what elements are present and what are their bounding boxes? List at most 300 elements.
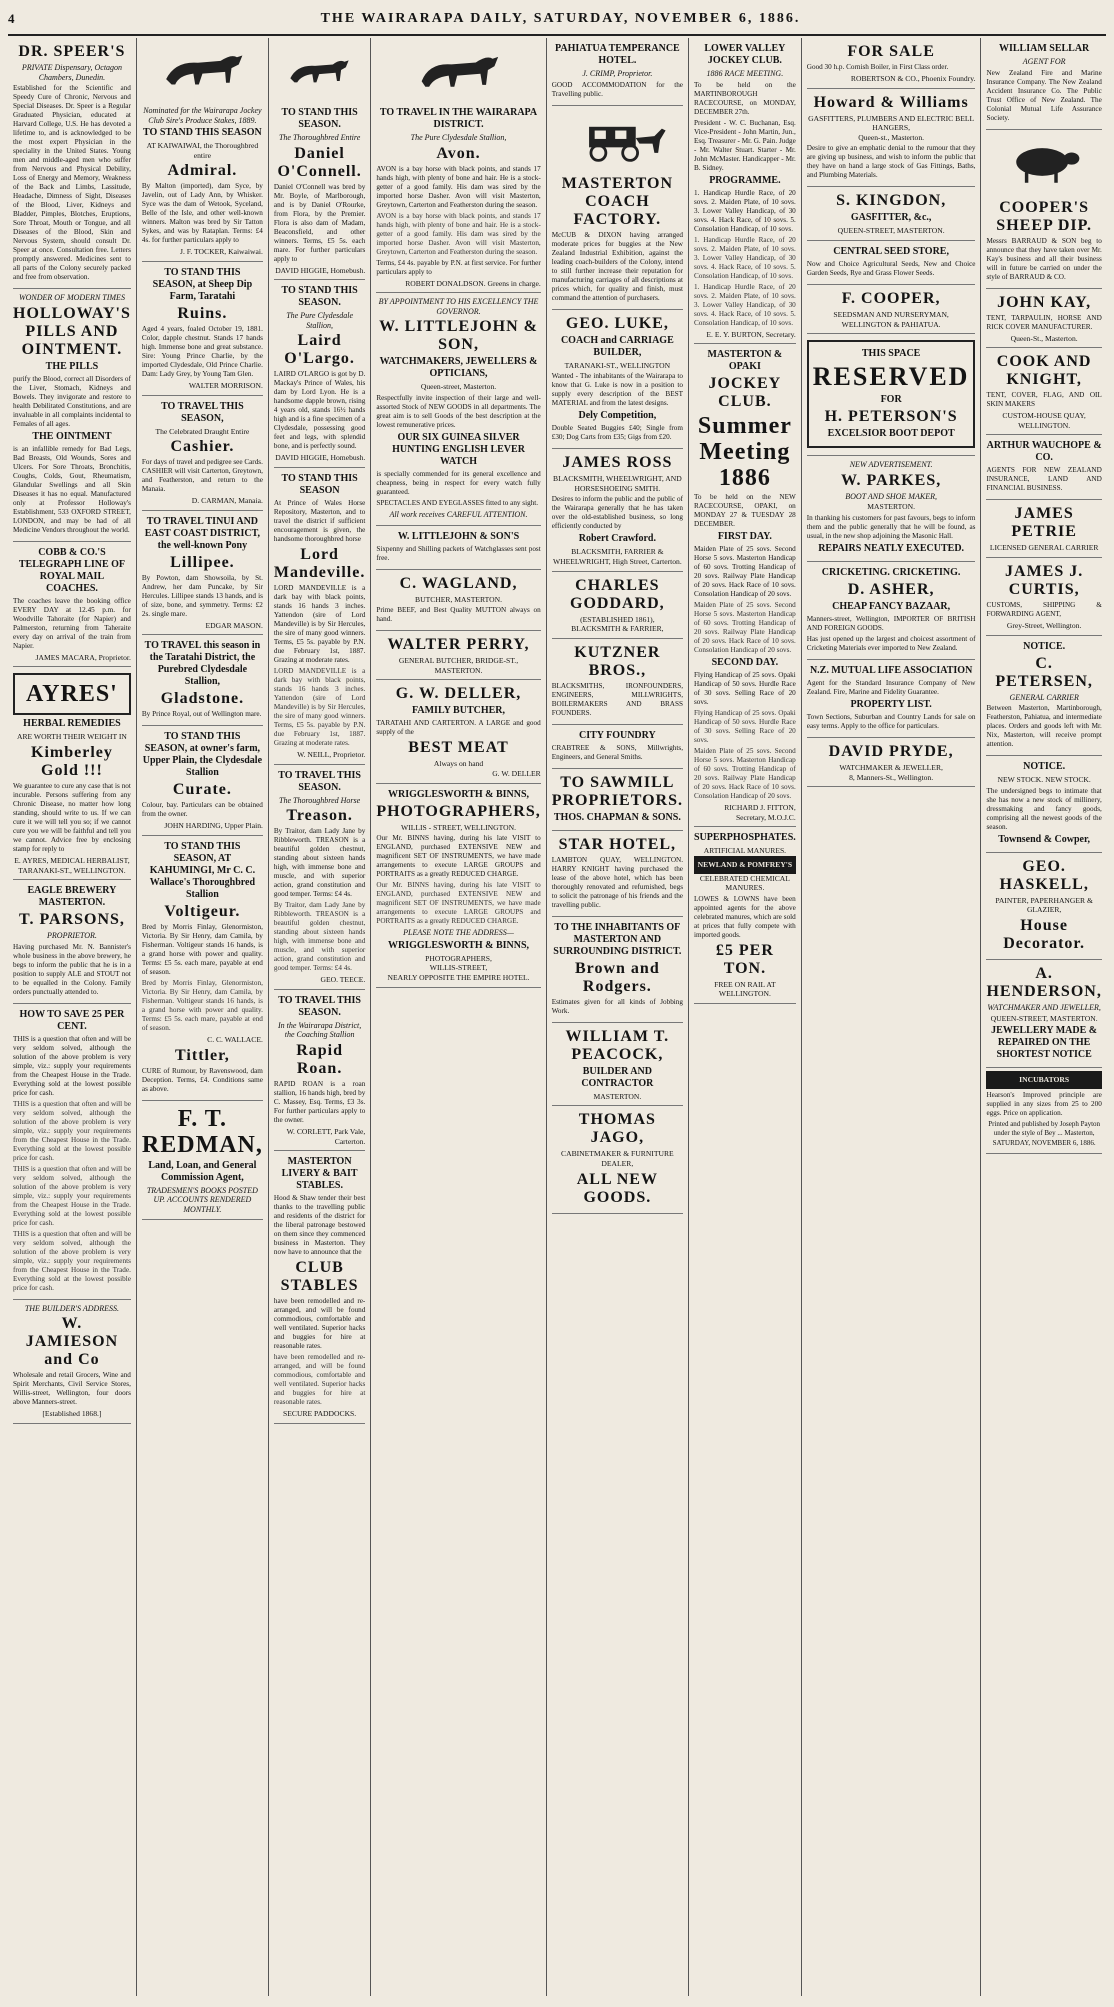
- ad-body: THIS is a question that often and will be very seldom solved, although the solution of the above problem is very simple, viz.: supply your requirements from the Cheapest House in the Trade. Everything sold at the lowest possible price for cash.: [13, 1034, 131, 1097]
- ad-sellar: [986, 38, 1101, 130]
- ad-body: LAMBTON QUAY, WELLINGTON. HARRY KNIGHT having purchased the lease of the above hotel, which has been thoroughly renovated and refurnished, begs to solicit the patronage of his friends and the travelling public.: [551, 855, 683, 909]
- ad-signature: WALTER MORRISON.: [188, 380, 263, 390]
- ad-heading: TO STAND THIS SEASON: [281, 472, 358, 496]
- ad-signature: W. NEILL, Proprietor.: [297, 749, 366, 759]
- ad-body: Hearson's Improved principle are supplied in any sizes from 25 to 200 eggs. Price on application.: [986, 1090, 1102, 1117]
- ad-role: PROPRIETOR.: [47, 931, 97, 941]
- ad-address: Queen-St., Masterton.: [1010, 333, 1078, 343]
- ad-address: NEARLY OPPOSITE THE EMPIRE HOTEL.: [387, 972, 530, 982]
- ad-subheading: At Prince of Wales Horse Repository, Masterton, and to travel the district if sufficient encouragement is given, the handsome thoroughbred horse: [273, 498, 366, 543]
- ad-body-continued: Bred by Morris Finlay, Glenormiston, Victoria. By Sir Henry, dam Camila, by Fisherman. Voltigeur stands 16 hands, is a grand horse with power and quality. Terms: £5 5s. each mare, payable at end of season.: [141, 978, 263, 1032]
- reserved-box: [807, 340, 976, 448]
- ad-role: GENERAL CARRIER: [1009, 692, 1079, 702]
- ad-name: C. WAGLAND,: [399, 574, 518, 592]
- ad-city-foundry: [552, 725, 683, 769]
- ad-heading: LOWER VALLEY JOCKEY CLUB.: [704, 43, 786, 66]
- horse-illustration: [385, 42, 533, 98]
- ad-subheading: J. CRIMP, Proprietor.: [582, 69, 653, 78]
- ad-body-continued: By Traitor, dam Lady Jane by Ribbleworth. TREASON is a beautiful golden chestnut, standing about sixteen hands high, with immense bone and muscle, and with superior action, grand constitution and good temper. Terms: £4 4s.: [273, 901, 366, 973]
- ad-races: Flying Handicap of 25 sovs. Opaki Handicap of 50 sovs. Hurdle Race of 30 sovs. Selling Race of 20 sovs.: [694, 671, 796, 707]
- ad-role: AGENT FOR: [1022, 57, 1066, 66]
- ad-body: CRABTREE & SONS, Millwrights, Engineers, and General Smiths.: [551, 743, 683, 761]
- ad-body: LAIRD O'LARGO is got by D. Mackay's Prince of Wales, his dam by Lord Lyon. He is a handsome dapple brown, rising 4 years old, stands 16½ hands high and is a fine specimen of a Clydesdale, possessing good feet and legs, with splendid bone, and is perfectly sound.: [273, 370, 366, 451]
- ad-body: TARATAHI AND CARTERTON. A LARGE and good supply of the: [376, 719, 541, 737]
- ad-name: Curate.: [172, 781, 232, 799]
- ad-address: CUSTOM-HOUSE QUAY, WELLINGTON.: [1002, 411, 1086, 430]
- ad-address: QUEEN-STREET, MASTERTON.: [990, 1013, 1098, 1023]
- ad-gold: Kimberley Gold !!!: [31, 743, 113, 779]
- ad-signature: DAVID HIGGIE, Homebush.: [275, 453, 366, 463]
- ad-name: Laird O'Largo.: [284, 332, 355, 368]
- ad-body: Between Masterton, Martinborough, Featherston, Pahiatua, and intermediate places. Orders and goods left with Mr. Nix, Masterton, will receive prompt attention.: [986, 704, 1102, 749]
- ad-parkes: [807, 456, 976, 562]
- ad-name: JOHN KAY,: [997, 293, 1092, 311]
- ad-body: SPECTACLES AND EYEGLASSES fitted to any sight.: [376, 498, 539, 507]
- column-1: [8, 38, 137, 1996]
- ad-name: Tittler,: [175, 1046, 230, 1064]
- ad-perry: [376, 631, 540, 680]
- ad-title: JOCKEY CLUB.: [708, 375, 782, 411]
- horse-icon: [278, 42, 360, 98]
- ad-body: purify the Blood, correct all Disorders of the Liver, Stomach, Kidneys and Bowels. They invigorate and restore to health Debilitated Constitutions, and are invaluable in all complaints incidental to Females of all ages.: [13, 374, 131, 428]
- ad-heading: TO STAND THIS SEASON, at owner's farm, Upper Plain, the Clydesdale Stallion: [142, 731, 263, 779]
- horse-icon: [385, 42, 533, 98]
- ad-heading: AYRES': [26, 681, 118, 708]
- ad-name: GEO. HASKELL,: [999, 857, 1089, 893]
- ad-body: RAPID ROAN is a roan stallion, 16 hands high, bred by C. Massey, Esq. Terms, £3 3s. For further particulars apply to the owner.: [273, 1079, 366, 1124]
- ad-body: To be held on the MARTINBOROUGH RACECOURSE, on MONDAY, DECEMBER 27th.: [694, 80, 796, 116]
- ad-heading: TO SAWMILL PROPRIETORS.: [551, 773, 683, 809]
- ayres-box: [13, 673, 131, 715]
- ad-name: Gladstone.: [160, 690, 245, 708]
- ad-role: COACH and CARRIAGE BUILDER,: [560, 334, 674, 358]
- ad-body: Established for the Scientific and Speedy Cure of Chronic, Nervous and Special Diseases. Dr. Speer is a Regular Graduated Physician, educated at Harvard College, U.S. He has devoted a lifetime to, and is acknowledged to be the most expert Physician in the speciality in the United States. Young men and middle-aged men who suffer from Nervous and Physical Debility, Loss of Energy and Memory, Weakness of the Back and Limbs, Lassitude, Headache, Dimness of Sight, Diseases of the Blood, Liver, Kidneys and Bladder, Pimples, Blotches, Eruptions, Sore Throat, Mouth or Tongue, and all Diseases of the Blood, Skin and Nervous System, should consult Dr. Speer at once. Consultation free. Letters promptly answered. Medicines sent to all parts of the Colony securely packed and free from observation.: [13, 84, 131, 282]
- ad-body: AVON is a bay horse with black points, and stands 17 hands high, with plenty of bone and hair. He is a stock-getter of a good family. His dam was sired by the imported horse Dasher. Avon will visit Masterton, Greytown, Carterton and Featherston during the season.: [376, 164, 541, 209]
- ad-body: New Zealand Fire and Marine Insurance Company. The New Zealand Accident Insurance Co. The Public Trust Office of New Zealand. The Colonial Mutual Life Assurance Society.: [986, 68, 1102, 122]
- ad-address: Queen-st., Masterton.: [858, 132, 925, 142]
- ad-body-continued: Our Mr. BINNS having, during his late VISIT to ENGLAND, purchased EXTENSIVE NEW and magnificent SET OF INSTRUMENTS, we have made arrangements to execute LARGE GROUPS and PORTRAITS as a greatly REDUCED CHARGE.: [376, 881, 541, 926]
- ad-heading: TO STAND THIS SEASON, AT KAHUMINGI, Mr C. C. Wallace's Thoroughbred Stallion: [149, 840, 256, 900]
- ad-laird-olargo: [274, 280, 365, 468]
- ad-address: WILLIS-STREET,: [429, 963, 488, 973]
- ad-heading: TO TRAVEL THIS SEASON.: [278, 769, 361, 793]
- ad-races: 1. Handicap Hurdle Race, of 20 sovs. 2. Maiden Plate, of 10 sovs. 3. Lower Valley Handicap, of 30 sovs. 4. Hack Race, of 10 sovs. 5. Consolation Handicap, of 10 sovs.: [694, 188, 796, 233]
- ad-address: MASTERTON.: [593, 1091, 642, 1101]
- ad-admiral: [142, 102, 263, 262]
- ad-heading: TO TRAVEL IN THE WAIRARAPA DISTRICT.: [379, 107, 538, 130]
- ad-name: GEO. LUKE,: [565, 314, 669, 332]
- ad-cashier: [142, 396, 263, 511]
- ad-body: By Traitor, dam Lady Jane by Ribbleworth. TREASON is a beautiful golden chestnut, standing about sixteen hands high, with immense bone and muscle, and with superior action, grand constitution and good temper. Terms: £4 4s.: [273, 827, 366, 899]
- ad-name: Avon.: [436, 144, 481, 162]
- ad-notice-millinery: [986, 756, 1101, 853]
- ad-name: C. PETERSEN,: [995, 654, 1093, 690]
- ad-subheading: HERBAL REMEDIES: [23, 718, 121, 730]
- ad-name: ARTHUR WAUCHOPE & CO.: [986, 440, 1102, 464]
- ad-signature: E. E. Y. BURTON, Secretary.: [706, 329, 796, 339]
- ad-heading: TO STAND THIS SEASON.: [281, 107, 358, 130]
- ad-heading: EAGLE BREWERY MASTERTON.: [27, 885, 117, 909]
- ad-subheading: TRADESMEN'S BOOKS POSTED UP. ACCOUNTS RENDERED MONTHLY.: [146, 1185, 258, 1214]
- ad-eagle-brewery: [13, 880, 131, 1004]
- ad-signature: E. AYRES, MEDICAL HERBALIST, TARANAKI-ST., WELLINGTON.: [14, 855, 130, 875]
- ad-ayres: [13, 667, 131, 880]
- ad-subheading: In the Wairarapa District, the Coaching Stallion: [277, 1020, 362, 1040]
- ad-jamieson: [13, 1300, 131, 1424]
- ad-body: Estimates given for all kinds of Jobbing Work.: [551, 997, 683, 1015]
- ad-officers: President - W. C. Buchanan, Esq. Vice-President - John Martin, Jun., Esq. Treasurer - Mr. G. Pain. Judge - Mr. Walter Stuart. Starter - Mr. John McMaster. Handicapper - Mr. B. Sidney.: [694, 118, 796, 172]
- sheep-icon: [992, 134, 1096, 190]
- ad-note: REPAIRS NEATLY EXECUTED.: [818, 542, 965, 554]
- ad-body-continued: have been remodelled and re-arranged, and will be found commodious, comfortable and well ventilated. Superior hacks and buggies for hire at reasonable rates.: [273, 1353, 366, 1407]
- ad-role: Land, Loan, and General Commission Agent,: [148, 1159, 257, 1183]
- ad-body: Messrs BARRAUD & SON beg to announce that they have taken over Mr. Kay's business and all their business will in future be carried on under the style of BARRAUD & CO.: [986, 236, 1102, 281]
- ad-signature: EDGAR MASON.: [205, 620, 263, 630]
- ad-littlejohn: [376, 293, 540, 525]
- ad-subheading: The Thoroughbred Entire: [278, 133, 361, 142]
- ad-wauchope: [986, 435, 1101, 500]
- ad-subheading: SECOND DAY.: [711, 657, 779, 669]
- ad-subheading: OUR SIX GUINEA SILVER HUNTING ENGLISH LEVER WATCH: [392, 431, 525, 467]
- ad-heading: HOW TO SAVE 25 PER CENT.: [19, 1008, 125, 1032]
- ad-body: By Powton, dam Showsoila, by St. Andrew, her dam Puncake, by Sir Hercules. Lillipee stands 13 hands, and is of size, bone, and symmetry. Terms: £2 2s. single mare.: [141, 573, 263, 618]
- ad-body: The coaches leave the booking office EVERY DAY at 12.45 p.m. for Woodville Tahoraite (for Napier) and Palmerston, returning from Taheraite every day on arrival of the train from Napier.: [13, 596, 131, 650]
- for-word: FOR: [880, 394, 902, 406]
- ad-subheading: FIRST DAY.: [717, 531, 772, 543]
- column-5: [547, 38, 689, 1996]
- ad-subheading: Dely Competition,: [578, 410, 657, 422]
- ad-body-continued: LORD MANDEVILLE is a dark bay with black points, stands 16 hands 3 inches. Yattendon (sire of Lord Mandeville) is by Sir Hercules, the sire of many good winners. Terms, £5 5s. payable by P.N. due February 1st, 1887. Grazing at moderate rates.: [273, 666, 366, 747]
- ad-insurance: [807, 660, 976, 738]
- ad-role: BLACKSMITH, FARRIER & WHEELWRIGHT, High Street, Carterton.: [552, 547, 682, 566]
- ad-body: By Prince Royal, out of Wellington mare.: [141, 710, 262, 719]
- ad-highlight: House Decorator.: [1003, 916, 1086, 952]
- ad-races-continued: Maiden Plate of 25 sovs. Second Horse 5 sovs. Masterton Handicap of 60 sovs. Trotting Handicap of 20 sovs. Railway Plate Handicap of 20 sovs. Hack Race of 10 sovs. Consolation Handicap of 20 sovs.: [694, 601, 796, 655]
- ad-seed-store: [807, 241, 976, 285]
- ad-name: Ruins.: [177, 304, 228, 322]
- ad-role: FAMILY BUTCHER,: [412, 705, 506, 717]
- horse-illustration: [148, 42, 257, 98]
- ad-body: Hood & Shaw tender their best thanks to the travelling public and residents of the district for the liberal patronage bestowed on them since they commenced business in Masterton. They now have to announce that the: [273, 1194, 366, 1257]
- ad-terms: Terms, £4 4s. payable by P.N. at first service. For further particulars apply to: [376, 258, 541, 276]
- ad-reserved-space: [807, 334, 976, 456]
- ad-address: WELLINGTON & PAHIATUA.: [841, 319, 941, 329]
- ad-subheading: The Pure Clydesdale Stallion,: [286, 311, 354, 330]
- ad-name: CLUB STABLES: [280, 1259, 359, 1295]
- masthead: [8, 4, 1106, 36]
- ad-ruins: [142, 262, 263, 396]
- ad-signature: JAMES MACARA, Proprietor.: [35, 652, 131, 662]
- ad-body: Desire to give an emphatic denial to the rumour that they are giving up business, and wish to inform the public that they have on hand a large stock of Gas Fittings, Baths, and Plumbing Materials.: [806, 144, 976, 180]
- ad-signature: G. W. DELLER: [492, 768, 541, 778]
- ad-heading: CENTRAL SEED STORE,: [833, 245, 949, 257]
- ad-dr-speer: [13, 38, 131, 289]
- ad-highlight: BEST MEAT: [408, 739, 509, 757]
- ad-heading: COOPER'S SHEEP DIP.: [996, 198, 1092, 234]
- ad-name: Robert Crawford.: [578, 533, 656, 545]
- ad-pretitle: THE BUILDER'S ADDRESS.: [24, 1303, 120, 1313]
- ad-subheading: NEW STOCK. NEW STOCK.: [997, 775, 1091, 785]
- ad-name: Lillipee.: [170, 553, 235, 571]
- ad-role: WATCHMAKER & JEWELLER,: [839, 762, 943, 772]
- ad-livery-stables: [274, 1151, 365, 1424]
- ad-subheading: PROPERTY LIST.: [850, 698, 932, 710]
- ad-heading: NOTICE.: [1023, 761, 1066, 773]
- ad-role: BUTCHER, MASTERTON.: [415, 594, 502, 604]
- ad-body: Manners-street, Wellington, IMPORTER OF BRITISH AND FOREIGN GOODS.: [806, 614, 976, 632]
- ad-name: T. PARSONS,: [18, 911, 125, 929]
- ad-signature: D. CARMAN, Manaia.: [191, 496, 263, 506]
- ad-lower-valley-jockey-club: [694, 38, 796, 344]
- ad-body: Now and Choice Agricultural Seeds, New and Choice Garden Seeds, Rye and Grass Flower Seeds.: [806, 259, 976, 277]
- ad-note: FREE ON RAIL AT WELLINGTON.: [714, 979, 776, 999]
- ad-body: For days of travel and pedigree see Cards. CASHIER will visit Carterton, Greytown, and Featherston, and return to the Manaia.: [141, 458, 263, 494]
- ad-body-continued: THIS is a question that often and will be very seldom solved, although the solution of the above problem is very simple, viz.: supply your requirements from the Cheapest House in the Trade. Everything sold at the lowest possible price for cash.: [13, 1164, 131, 1227]
- ad-role: CELEBRATED CHEMICAL MANURES.: [699, 873, 790, 893]
- ad-heading: MASTERTON & OPAKI: [707, 349, 783, 373]
- ad-role: GENERAL BUTCHER, BRIDGE-ST., MASTERTON.: [398, 656, 519, 675]
- ad-name: Daniel O'Connell.: [277, 144, 362, 180]
- ad-note: JEWELLERY MADE & REPAIRED ON THE SHORTEST NOTICE: [991, 1025, 1098, 1061]
- ad-name: WRIGGLESWORTH & BINNS,: [387, 788, 530, 800]
- ad-goddard: [552, 572, 683, 639]
- horse-icon: [148, 42, 257, 98]
- ad-geo-luke: [552, 310, 683, 450]
- ad-body: Colour, bay. Particulars can be obtained from the owner.: [141, 801, 263, 819]
- ad-name: WILLIAM SELLAR: [998, 43, 1090, 54]
- ad-races-continued: Flying Handicap of 25 sovs. Opaki Handicap of 50 sovs. Hurdle Race of 30 sovs. Selling Race of 20 sovs.: [694, 709, 796, 745]
- ad-pahiatua-hotel: [552, 38, 683, 106]
- ad-manures: [694, 827, 796, 1004]
- ad-sawmill: [552, 769, 683, 831]
- ad-heading: TO THE INHABITANTS OF MASTERTON AND SURROUNDING DISTRICT.: [553, 921, 682, 957]
- ad-gladstone: [142, 635, 263, 726]
- ad-heading: TO TRAVEL THIS SEASON,: [161, 400, 244, 424]
- ad-name: Rapid Roan.: [296, 1041, 343, 1077]
- ad-role: TENT, TARPAULIN, HORSE AND RICK COVER MANUFACTURER.: [986, 313, 1102, 331]
- ad-role: CABINETMAKER & FURNITURE DEALER,: [561, 1149, 674, 1168]
- ad-signature: ROBERTSON & CO., Phoenix Foundry.: [850, 74, 976, 83]
- ad-body-continued: AVON is a bay horse with black points, and stands 17 hands high, with plenty of bone and hair. He is a stock-getter of a good family. His dam was sired by the imported horse Dasher. Avon will visit Masterton, Greytown, Carterton and Featherston during the season.: [376, 211, 541, 256]
- ad-body: Agent for the Standard Insurance Company of New Zealand. Fire, Marine and Fidelity Guarantee.: [806, 678, 976, 696]
- ad-role: BUILDER AND CONTRACTOR: [581, 1065, 654, 1089]
- ad-petersen: [986, 636, 1101, 757]
- ad-body: is an infallible remedy for Bad Legs, Bad Breasts, Old Wounds, Sores and Ulcers. For Sore Throats, Bronchitis, Coughs, Colds, Gout, Rheumatism, Glandular Swellings and all Skin Diseases it has no equal. Manufactured only at Professor Holloway's Establishment, 533 OXFORD STREET, LONDON, and may be had of all Medicine Vendors throughout the world.: [13, 444, 131, 534]
- ad-body: We guarantee to cure any case that is not incurable. Persons suffering from any Chronic Disease, no matter how long standing, should write to us. If we can cure it we will tell you so; if we cannot cure you we will be faithful and tell you we cannot. Advice free by enclosing stamp for reply to: [13, 781, 131, 853]
- imprint-footer: Printed and published by Joseph Payton under the style of Bey ... Masterton, SATURDAY, NOVEMBER 6, 1886.: [988, 1119, 1101, 1147]
- ad-body: CURE of Rumour, by Ravenswood, dam Deception. Terms, £4. Conditions same as above.: [141, 1066, 263, 1093]
- ad-name: COOK AND KNIGHT,: [996, 353, 1092, 389]
- ad-heading: DR. SPEER'S: [18, 43, 126, 60]
- ad-name: DAVID PRYDE,: [828, 742, 954, 760]
- ad-subheading: THE OINTMENT: [32, 430, 112, 442]
- ad-body: To be held on the NEW RACECOURSE, OPAKI, on MONDAY 27 & TUESDAY 28 DECEMBER.: [694, 493, 796, 529]
- ad-wrigglesworth: [376, 784, 540, 988]
- ad-body: AGENTS FOR NEW ZEALAND INSURANCE, LAND AND FINANCIAL BUSINESS.: [986, 466, 1102, 493]
- ad-heading: MASTERTON COACH FACTORY.: [561, 174, 673, 228]
- ad-races: Maiden Plate of 25 sovs. Second Horse 5 sovs. Masterton Handicap of 60 sovs. Trotting Handicap of 20 sovs. Railway Plate Handicap of 20 sovs. Hack Race of 10 sovs. Consolation Handicap of 20 sovs.: [694, 545, 796, 599]
- ad-curtis: [986, 558, 1101, 636]
- ad-masterton-jockey-club: [694, 344, 796, 827]
- ad-races-continued: 1. Handicap Hurdle Race, of 20 sovs. 2. Maiden Plate, of 10 sovs. 3. Lower Valley Handicap, of 30 sovs. 4. Hack Race, of 10 sovs. 5. Consolation Handicap, of 10 sovs.: [694, 235, 796, 280]
- ad-body-continued: THIS is a question that often and will be very seldom solved, although the solution of the above problem is very simple, viz.: supply your requirements from the Cheapest House in the Trade. Everything sold at the lowest possible price for cash.: [13, 1229, 131, 1292]
- ad-name: Cashier.: [170, 438, 235, 456]
- ad-role: CUSTOMS, SHIPPING & FORWARDING AGENT,: [986, 600, 1102, 618]
- column-4: [371, 38, 546, 1996]
- ad-name: STAR HOTEL,: [558, 835, 677, 853]
- ad-name: Admiral.: [167, 162, 238, 180]
- ad-signature: SECURE PADDOCKS.: [283, 1409, 357, 1419]
- ad-cobb-coaches: [13, 542, 131, 668]
- ad-body: By Malton (imported), dam Syce, by Javelin, out of Lady Ann, by Whisker. Syce was the dam of Wetook, Syceland, Belle of the Isle, and other well-known winners. Malton was bred by Sir Tatton Sykes, and was by Rataplan. Terms: £4 4s. for further particulars apply to: [141, 182, 263, 245]
- ad-cook-knight: [986, 348, 1101, 435]
- ad-wagland: [376, 570, 540, 632]
- ad-subheading: 1886 RACE MEETING.: [706, 69, 784, 78]
- ad-price: £5 PER TON.: [715, 941, 774, 977]
- ad-body: Our Mr. BINNS having, during his late VISIT to ENGLAND, purchased EXTENSIVE NEW and magnificent SET OF INSTRUMENTS, we have made arrangements to execute LARGE GROUPS and PORTRAITS as a greatly REDUCED CHARGE.: [376, 834, 541, 879]
- ad-address: Queen-street, Masterton.: [420, 382, 497, 392]
- ad-signature: J. F. TOCKER, Kaiwaiwai.: [180, 247, 263, 257]
- ad-name: CITY FOUNDRY: [578, 729, 656, 741]
- ad-heading: TO STAND THIS SEASON: [143, 127, 262, 139]
- ad-star-hotel: [552, 831, 683, 917]
- ad-subheading: ARTIFICIAL MANURES.: [703, 846, 787, 856]
- ad-howard-williams: [807, 89, 976, 188]
- coach-icon: [558, 110, 676, 166]
- ad-name: W. LITTLEJOHN & SON'S: [397, 530, 520, 542]
- ad-body: Bred by Morris Finlay, Glenormiston, Victoria. By Sir Henry, dam Camila, by Fisherman. Voltigeur stands 16 hands, is a grand horse with power and quality. Terms: £5 5s. each mare, payable at end of season.: [141, 922, 263, 976]
- ad-body: LOWES & LOWNS have been appointed agents for the above celebrated manures, which are sold at prices that fully compete with imported goods.: [694, 894, 796, 939]
- ad-role: WATCHMAKERS, JEWELLERS & OPTICIANS,: [379, 356, 538, 380]
- ad-established: (ESTABLISHED 1861),: [580, 614, 655, 624]
- ad-signature: ROBERT DONALDSON. Greens in charge.: [405, 278, 541, 288]
- ad-daniel-oconnell: [274, 102, 365, 280]
- ad-heading: NOTICE.: [1023, 640, 1066, 652]
- ad-name: W. LITTLEJOHN & SON,: [379, 318, 538, 354]
- ad-cooper: [807, 285, 976, 334]
- ad-role: GASFITTERS, PLUMBERS AND ELECTRIC BELL HANGERS,: [808, 113, 975, 133]
- ad-intro: Nominated for the Wairarapa Jockey Club Sire's Produce Stakes, 1889.: [143, 106, 262, 125]
- ad-body: Desires to inform the public and the public of the Wairarapa generally that he has taken over the old-established business, so long efficiently conducted by: [551, 495, 683, 531]
- ad-name: Voltigeur.: [164, 902, 241, 920]
- reserved-word: RESERVED: [812, 362, 970, 392]
- ad-meeting: Summer Meeting 1886: [697, 413, 792, 492]
- ad-body: have been remodelled and re-arranged, and will be found commodious, comfortable and well ventilated. Superior hacks and buggies for hire at reasonable rates.: [273, 1297, 366, 1351]
- ad-voltigeur: [142, 836, 263, 1101]
- ad-deller: [376, 680, 540, 783]
- ad-save-25: [13, 1004, 131, 1300]
- ad-body-continued: THIS is a question that often and will be very seldom solved, although the solution of the above problem is very simple, viz.: supply your requirements from the Cheapest House in the Trade. Everything sold at the lowest possible price for cash.: [13, 1099, 131, 1162]
- ad-body: is specially commended for its general excellence and cheapness, being in respect for every watch fully guaranteed.: [376, 469, 541, 496]
- ad-role: GASFITTER, &c.,: [850, 212, 932, 224]
- ad-name: Treason.: [286, 807, 353, 825]
- ad-heading: TO TRAVEL TINUI AND EAST COAST DISTRICT, the well-known Pony: [144, 515, 261, 551]
- ad-heading: COBB & CO.'S TELEGRAPH LINE OF ROYAL MAIL COACHES.: [18, 546, 126, 594]
- ad-name: W. JAMIESON and Co: [25, 1315, 119, 1369]
- ad-pryde: [807, 738, 976, 787]
- ad-heading: FOR SALE: [847, 43, 935, 60]
- ad-john-kay: [986, 289, 1101, 349]
- ad-role: PHOTOGRAPHERS,: [425, 953, 492, 963]
- ad-name: JAMES J. CURTIS,: [1005, 562, 1084, 598]
- ad-name: H. PETERSON'S: [824, 408, 958, 426]
- ad-subheading: The Thoroughbred Horse: [279, 795, 361, 805]
- newspaper-columns: [8, 38, 1106, 1996]
- ad-name: W. PARKES,: [841, 471, 942, 489]
- ad-henderson: [986, 960, 1101, 1068]
- ad-signature: GEO. TEECE.: [320, 975, 366, 985]
- ad-role: BOOT AND SHOE MAKER,: [845, 491, 937, 501]
- ad-name: G. W. DELLER,: [395, 685, 522, 703]
- ad-pretitle: NEW ADVERTISEMENT.: [849, 460, 933, 470]
- ad-sheep-dip: [986, 194, 1101, 289]
- ad-name: NEWLAND & POMFREY'S: [694, 856, 796, 874]
- ad-signature: Townsend & Cowper,: [998, 833, 1091, 845]
- ad-name: JAMES PETRIE: [1011, 505, 1077, 541]
- ad-rapid-roan: [274, 990, 365, 1151]
- ad-highlight: ALL NEW GOODS.: [576, 1170, 658, 1206]
- ad-lillipee: [142, 511, 263, 636]
- ad-body: Wanted - The inhabitants of the Wairarapa to know that G. Luke is now in a position to supply every description of the BEST MATERIAL and from the latest designs.: [551, 372, 683, 408]
- ad-heading: HOLLOWAY'S PILLS AND OINTMENT.: [13, 304, 131, 358]
- ad-name: WILLIAM T. PEACOCK,: [565, 1027, 670, 1063]
- column-7: [802, 38, 982, 1996]
- ad-heading: TO STAND THIS SEASON.: [281, 285, 358, 309]
- ad-body: Daniel O'Connell was bred by Mr. Boyle, of Marlborough, and is by Daniel O'Rourke, from Flora, by the Premier. Flora is also dam of Madam, Beaconsfield, and other winners. Terms, £5 5s. each mare. For further particulars apply to: [273, 182, 366, 263]
- ad-name: KUTZNER BROS.,: [574, 643, 661, 679]
- ad-heading: TO TRAVEL THIS SEASON.: [278, 994, 361, 1018]
- ad-signature: DAVID HIGGIE, Homebush.: [275, 265, 366, 275]
- ad-subheading: PROGRAMME.: [709, 174, 781, 186]
- ad-role: BLACKSMITH & FARRIER,: [571, 624, 664, 634]
- ad-body: Sixpenny and Shilling packets of Watchglasses sent post free.: [376, 544, 541, 562]
- ad-signature: C. C. WALLACE.: [207, 1034, 263, 1044]
- ad-role: BLACKSMITHS, IRONFOUNDERS, ENGINEERS, MILLWRIGHTS, BOILERMAKERS AND BRASS FOUNDERS.: [551, 681, 683, 717]
- ad-address: TARANAKI-ST., WELLINGTON: [564, 360, 671, 370]
- ad-name: THOS. CHAPMAN & SONS.: [553, 811, 681, 823]
- ad-name: S. KINGDON,: [836, 192, 947, 210]
- ad-name: D. ASHER,: [847, 580, 935, 598]
- ad-address: MASTERTON.: [867, 502, 915, 512]
- ad-races-continued: Maiden Plate of 25 sovs. Second Horse 5 sovs. Masterton Handicap of 60 sovs. Trotting Handicap of 20 sovs. Railway Plate Handicap of 20 sovs. Hack Race of 10 sovs. Consolation Handicap of 20 sovs.: [694, 747, 796, 801]
- ad-prices: Double Seated Buggies £40; Single from £30; Dog Carts from £35; Gigs from £20.: [551, 424, 683, 442]
- ad-body: Prime BEEF, and Best Quality MUTTON always on hand.: [376, 606, 541, 624]
- ad-lord-mandeville: [274, 468, 365, 765]
- ad-subheading: THE PILLS: [45, 360, 99, 372]
- space-line: THIS SPACE: [861, 348, 921, 360]
- ad-brown-rodgers: [552, 917, 683, 1023]
- ad-note: Always on hand: [433, 759, 484, 769]
- ad-role: LICENSED GENERAL CARRIER: [989, 543, 1099, 553]
- ad-body: Good 30 h.p. Cornish Boiler, in First Class order.: [806, 63, 949, 71]
- ad-redman: [142, 1101, 263, 1221]
- ad-subheading: The Pure Clydesdale Stallion,: [410, 133, 507, 142]
- ad-body: Having purchased Mr. N. Bannister's whole business in the above brewery, he begs to inform the public that he is in a position to supply ALE and STOUT not to be equalled in the Colony. Family orders punctually attended to.: [13, 942, 131, 996]
- ad-name: CHARLES GODDARD,: [570, 576, 665, 612]
- ad-role: SEEDSMAN AND NURSERYMAN,: [833, 309, 949, 319]
- column-2: [137, 38, 269, 1996]
- ad-peacock: [552, 1023, 683, 1107]
- ad-address: WILLIS - STREET, WELLINGTON.: [401, 822, 516, 832]
- column-6: [689, 38, 802, 1996]
- ad-littlejohn-glasses: [376, 526, 540, 570]
- ad-address: Grey-Street, Wellington.: [1006, 620, 1082, 630]
- ad-name: F. T. REDMAN,: [141, 1105, 263, 1158]
- ad-body: The undersigned begs to intimate that she has now a new stock of millinery, dressmaking and fancy goods, comprising all the newest goods of the season.: [986, 786, 1102, 831]
- ad-body: LORD MANDEVILLE is a dark bay with black points, stands 16 hands 3 inches. Yattendon (sire of Lord Mandeville) is by Sir Hercules, the sire of many good winners. Terms, £5 5s. payable by P.N. due February 1st, 1887. Grazing at moderate rates.: [273, 583, 366, 664]
- ad-curate: [142, 726, 263, 836]
- ad-heading: INCUBATORS: [986, 1071, 1101, 1089]
